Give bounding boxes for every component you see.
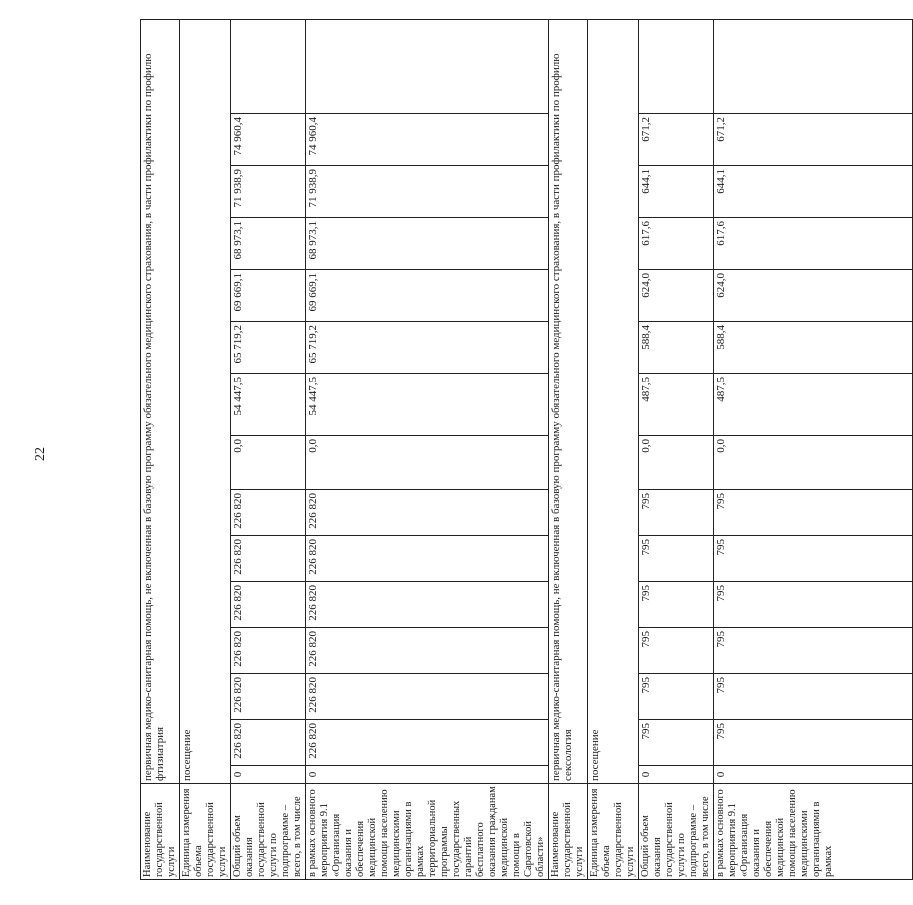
block2-row1-v12: 644,1 xyxy=(639,166,714,218)
block2-row2-empty xyxy=(714,19,913,113)
table-row xyxy=(714,19,913,879)
block1-unit-row xyxy=(180,19,231,879)
block1-row2-v9: 65 719,2 xyxy=(306,322,549,374)
block2-row1-v3: 795 xyxy=(639,628,714,674)
block1-row1-v1: 226 820 xyxy=(231,720,306,766)
block1-row2-v2: 226 820 xyxy=(306,674,549,720)
block1-row1-v7: 0,0 xyxy=(231,436,306,490)
block1-row2-v8: 54 447,5 xyxy=(306,374,549,436)
block1-row1-zero: 0 xyxy=(231,766,306,784)
block2-row2-v2: 795 xyxy=(714,674,913,720)
block1-row2-empty xyxy=(306,19,549,113)
block2-row2-v7: 0,0 xyxy=(714,436,913,490)
block1-row2-v4: 226 820 xyxy=(306,582,549,628)
block2-row2-v6: 795 xyxy=(714,490,913,536)
block1-unit-value: посещение xyxy=(180,19,231,783)
block1-row1-empty xyxy=(231,19,306,113)
block2-row1-v1: 795 xyxy=(639,720,714,766)
table-row xyxy=(306,19,549,879)
block1-row2-zero: 0 xyxy=(306,766,549,784)
block2-row1-v13: 671,2 xyxy=(639,114,714,166)
block2-row2-v3: 795 xyxy=(714,628,913,674)
table-row xyxy=(231,19,306,879)
block2-row1-v4: 795 xyxy=(639,582,714,628)
block2-row2-v4: 795 xyxy=(714,582,913,628)
block2-row1-v9: 588,4 xyxy=(639,322,714,374)
block1-unit-label: Единица измерения объема государственной услуги xyxy=(180,784,231,880)
block2-row1-v2: 795 xyxy=(639,674,714,720)
block1-row2-v10: 69 669,1 xyxy=(306,270,549,322)
block2-row2-name: в рамках основного мероприятия 9.1 «Организация оказания и обеспечения медицинской помощи населению медицинскими организациями в рамках xyxy=(714,784,913,880)
block2-header-text: первичная медико-санитарная помощь, не включенная в базовую программу обязательного медицинского страхования, в части профилактики по профилю сексология xyxy=(549,19,588,783)
block2-header-row xyxy=(549,19,588,879)
rotated-table-container xyxy=(140,20,834,880)
block2-unit-label: Единица измерения объема государственной услуги xyxy=(588,784,639,880)
block1-header-label: Наименование государственной услуги xyxy=(141,784,180,880)
block2-header-label: Наименование государственной услуги xyxy=(549,784,588,880)
block2-row2-v8: 487,5 xyxy=(714,374,913,436)
block1-row1-v6: 226 820 xyxy=(231,490,306,536)
block2-row1-v10: 624,0 xyxy=(639,270,714,322)
block2-row1-v11: 617,6 xyxy=(639,218,714,270)
block2-row2-v1: 795 xyxy=(714,720,913,766)
block1-row2-v11: 68 973,1 xyxy=(306,218,549,270)
block2-row1-v5: 795 xyxy=(639,536,714,582)
block1-row2-v5: 226 820 xyxy=(306,536,549,582)
block2-row2-v10: 624,0 xyxy=(714,270,913,322)
block1-row1-v11: 68 973,1 xyxy=(231,218,306,270)
block2-unit-value: посещение xyxy=(588,19,639,783)
block1-row2-v3: 226 820 xyxy=(306,628,549,674)
block2-row2-zero: 0 xyxy=(714,766,913,784)
block2-row2-v9: 588,4 xyxy=(714,322,913,374)
block1-row1-v10: 69 669,1 xyxy=(231,270,306,322)
block1-row1-v8: 54 447,5 xyxy=(231,374,306,436)
block2-row2-v12: 644,1 xyxy=(714,166,913,218)
block1-row1-v13: 74 960,4 xyxy=(231,114,306,166)
block1-row2-v6: 226 820 xyxy=(306,490,549,536)
block2-row1-v6: 795 xyxy=(639,490,714,536)
block2-row2-v5: 795 xyxy=(714,536,913,582)
table-row xyxy=(639,19,714,879)
block1-row1-v5: 226 820 xyxy=(231,536,306,582)
block2-row1-zero: 0 xyxy=(639,766,714,784)
block2-row1-empty xyxy=(639,19,714,113)
page-number: 22 xyxy=(33,447,48,461)
block1-row1-v2: 226 820 xyxy=(231,674,306,720)
block2-row1-v7: 0,0 xyxy=(639,436,714,490)
block1-row1-v3: 226 820 xyxy=(231,628,306,674)
block1-row1-v4: 226 820 xyxy=(231,582,306,628)
state-service-table xyxy=(140,19,913,880)
block1-row2-v13: 74 960,4 xyxy=(306,114,549,166)
block1-header-row xyxy=(141,19,180,879)
block2-row1-v8: 487,5 xyxy=(639,374,714,436)
block1-row1-v9: 65 719,2 xyxy=(231,322,306,374)
block1-header-text: первичная медико-санитарная помощь, не включенная в базовую программу обязательного медицинского страхования, в части профилактики по профилю фтизиатрия xyxy=(141,19,180,783)
block2-unit-row xyxy=(588,19,639,879)
block1-row2-v1: 226 820 xyxy=(306,720,549,766)
block1-row1-name: Общий объем оказания государственной услуги по подпрограмме – всего, в том числе xyxy=(231,784,306,880)
block2-row2-v13: 671,2 xyxy=(714,114,913,166)
block1-row2-v12: 71 938,9 xyxy=(306,166,549,218)
block2-row1-name: Общий объем оказания государственной услуги по подпрограмме – всего, в том числе xyxy=(639,784,714,880)
block1-row2-v7: 0,0 xyxy=(306,436,549,490)
block1-row2-name: в рамках основного мероприятия 9.1 «Организация оказания и обеспечения медицинской помощи населению медицинскими организациями в рамках территориальной программы государственных гарантий бесплатного оказания гражданам медицинской помощи в Саратовской области» xyxy=(306,784,549,880)
block1-row1-v12: 71 938,9 xyxy=(231,166,306,218)
block2-row2-v11: 617,6 xyxy=(714,218,913,270)
